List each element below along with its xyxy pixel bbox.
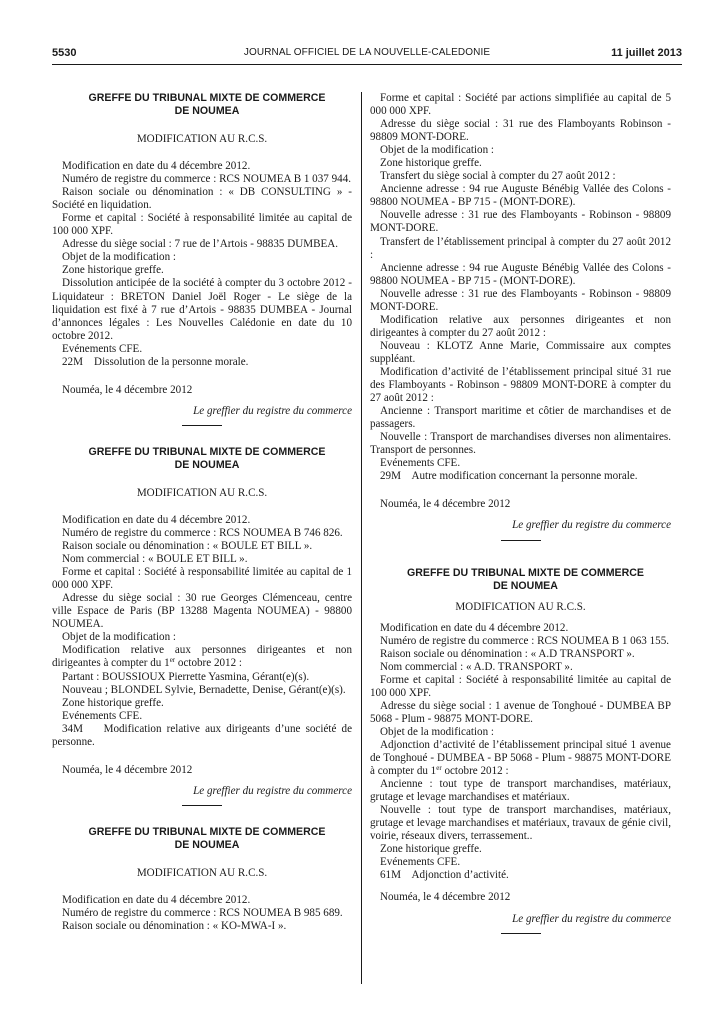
notice-line: Numéro de registre du commerce : RCS NOUMEA B 1 037 944. xyxy=(62,173,352,186)
notice-subtitle: MODIFICATION AU R.C.S. xyxy=(136,486,268,499)
notice-title-line2: DE NOUMEA xyxy=(174,105,240,117)
right-column xyxy=(370,92,671,934)
notice-ad-transport xyxy=(370,567,671,934)
notice-line: Zone historique greffe. xyxy=(380,843,482,856)
notice-line: Zone historique greffe. xyxy=(62,696,164,709)
notice-line: Objet de la modification : xyxy=(62,631,176,644)
notice-line: Zone historique greffe. xyxy=(62,264,164,277)
place-date: Nouméa, le 4 décembre 2012 xyxy=(380,891,511,904)
notice-line: Forme et capital : Société à responsabilité limitée au capital de 100 000 XPF. xyxy=(370,673,671,699)
notice-line: Raison sociale ou dénomination : « DB CONSULTING » - Société en liquidation. xyxy=(52,186,352,212)
notice-line: Adresse du siège social : 30 rue Georges Clémenceau, centre ville Espace de Paris (BP 13288 Magenta NOUMEA) - 98800 NOUMEA. xyxy=(52,592,352,631)
notice-line: Forme et capital : Société à responsabilité limitée au capital de 1 000 000 XPF. xyxy=(52,566,352,592)
notice-line: Nom commercial : « A.D. TRANSPORT ». xyxy=(380,660,573,673)
notice-line: Transfert de l’établissement principal à compter du 27 août 2012 : xyxy=(370,235,671,261)
page-header xyxy=(52,47,682,63)
notice-subtitle: MODIFICATION AU R.C.S. xyxy=(136,866,268,879)
notice-line: Numéro de registre du commerce : RCS NOUMEA B 1 063 155. xyxy=(380,634,670,647)
notice-line: Transfert du siège social à compter du 27 août 2012 : xyxy=(380,170,616,183)
notice-ko-mwa-i xyxy=(52,826,352,933)
notice-line: Zone historique greffe. xyxy=(380,157,482,170)
notice-line: Ancienne adresse : 94 rue Auguste Bénébig Vallée des Colons - 98800 NOUMEA - BP 715 - (MONT-DORE). xyxy=(370,261,671,287)
line-text: Adjonction d’activité de l’établissement principal situé 1 avenue de Tonghoué - DUMBEA - BP 5068 - Plum - 98875 MONT-DORE à compter du 1 xyxy=(370,738,671,778)
notice-line: Nouveau : KLOTZ Anne Marie, Commissaire aux comptes suppléant. xyxy=(370,339,671,365)
header-rule xyxy=(52,64,682,65)
notice-line xyxy=(52,644,352,670)
issue-date: 11 juillet 2013 xyxy=(611,47,682,59)
notice-line: Partant : BOUSSIOUX Pierrette Yasmina, Gérant(e)(s). xyxy=(62,670,310,683)
notice-line: Adresse du siège social : 31 rue des Flamboyants Robinson - 98809 MONT-DORE. xyxy=(370,118,671,144)
column-divider xyxy=(361,92,362,984)
notice-title: GREFFE DU TRIBUNAL MIXTE DE COMMERCE xyxy=(88,445,326,458)
place-date: Nouméa, le 4 décembre 2012 xyxy=(62,763,193,776)
notice-subtitle: MODIFICATION AU R.C.S. xyxy=(136,133,268,145)
notice-line: Evénements CFE. xyxy=(380,856,461,869)
signature: Le greffier du registre du commerce xyxy=(193,404,352,417)
notice-line: 61M Adjonction d’activité. xyxy=(380,869,509,882)
notice-line: Nouvelle : tout type de transport marchandises, matériaux, grutage et levage marchandises et matériaux, travaux de génie civil, voirie, réseaux divers, terrassement.. xyxy=(370,804,671,843)
notice-title: GREFFE DU TRIBUNAL MIXTE DE COMMERCE xyxy=(88,92,326,104)
notice-line: Evénements CFE. xyxy=(380,457,461,470)
notice-line: 34M Modification relative aux dirigeants d’une société de personne. xyxy=(52,722,355,748)
notice-boule-et-bill xyxy=(52,445,355,806)
notice-line: Nouvelle adresse : 31 rue des Flamboyants - Robinson - 98809 MONT-DORE. xyxy=(370,287,671,313)
notice-line: Objet de la modification : xyxy=(380,144,494,157)
notice-title: GREFFE DU TRIBUNAL MIXTE DE COMMERCE xyxy=(88,825,326,838)
notice-line: Raison sociale ou dénomination : « BOULE ET BILL ». xyxy=(62,540,313,553)
notice-line xyxy=(370,739,671,778)
notice-line: Modification en date du 4 décembre 2012. xyxy=(380,621,569,634)
notice-line: Adresse du siège social : 1 avenue de Tonghoué - DUMBEA BP 5068 - Plum - 98875 MONT-DORE. xyxy=(370,699,671,725)
signature: Le greffier du registre du commerce xyxy=(512,912,671,925)
signature: Le greffier du registre du commerce xyxy=(193,784,352,797)
notice-line: Ancienne : tout type de transport marchandises, matériaux, grutage et levage marchandises et matériaux. xyxy=(370,778,671,804)
notice-line: Adresse du siège social : 7 rue de l’Artois - 98835 DUMBEA. xyxy=(62,238,339,251)
notice-line: Dissolution anticipée de la société à compter du 3 octobre 2012 - Liquidateur : BRETON Daniel Joël Roger - Le siège de la liquidation est fixé à 7 rue d’Artois - 98835 DUMBEA - Journal d’annonces légales : Les Nouvelles Calédonie en date du 10 octobre 2012. xyxy=(52,277,352,342)
signature: Le greffier du registre du commerce xyxy=(512,519,671,532)
notice-title: GREFFE DU TRIBUNAL MIXTE DE COMMERCE xyxy=(407,566,644,579)
notice-line: Modification en date du 4 décembre 2012. xyxy=(62,513,251,526)
separator-rule xyxy=(501,933,541,934)
notice-line: Evénements CFE. xyxy=(62,342,143,355)
notice-line: Evénements CFE. xyxy=(62,709,143,722)
line-text: Modification relative aux personnes dirigeantes et non dirigeantes à compter du 1 xyxy=(52,644,352,670)
journal-title: JOURNAL OFFICIEL DE LA NOUVELLE-CALEDONIE xyxy=(243,47,491,58)
notice-db-consulting xyxy=(52,92,352,426)
notice-line: Modification relative aux personnes dirigeantes et non dirigeantes à compter du 27 août 2012 : xyxy=(370,313,671,339)
notice-ko-mwa-i-continued xyxy=(370,92,671,541)
notice-line: Forme et capital : Société à responsabilité limitée au capital de 100 000 XPF. xyxy=(52,212,352,238)
notice-line: 22M Dissolution de la personne morale. xyxy=(62,355,249,368)
place-date: Nouméa, le 4 décembre 2012 xyxy=(62,383,193,396)
notice-title-line2: DE NOUMEA xyxy=(493,579,558,592)
notice-line: Objet de la modification : xyxy=(62,251,176,264)
left-column xyxy=(52,92,355,933)
notice-line: Numéro de registre du commerce : RCS NOUMEA B 985 689. xyxy=(62,906,343,919)
page-number: 5530 xyxy=(52,47,77,59)
notice-line: Modification en date du 4 décembre 2012. xyxy=(62,160,251,173)
notice-line: 29M Autre modification concernant la personne morale. xyxy=(380,470,638,483)
notice-line: Numéro de registre du commerce : RCS NOUMEA B 746 826. xyxy=(62,526,343,539)
line-text: octobre 2012 : xyxy=(441,765,509,778)
notice-line: Raison sociale ou dénomination : « KO-MWA-I ». xyxy=(62,920,287,933)
line-text: octobre 2012 : xyxy=(175,657,242,670)
superscript: er xyxy=(436,764,442,773)
place-date: Nouméa, le 4 décembre 2012 xyxy=(380,498,511,511)
notice-line: Objet de la modification : xyxy=(380,725,494,738)
notice-line: Nouvelle : Transport de marchandises diverses non alimentaires. Transport de personnes. xyxy=(370,431,671,457)
notice-line: Ancienne adresse : 94 rue Auguste Bénébig Vallée des Colons - 98800 NOUMEA - BP 715 - (MONT-DORE). xyxy=(370,183,671,209)
notice-title-line2: DE NOUMEA xyxy=(174,458,240,471)
notice-title-line2: DE NOUMEA xyxy=(174,838,240,851)
superscript: er xyxy=(169,656,176,665)
notice-line: Nouvelle adresse : 31 rue des Flamboyants - Robinson - 98809 MONT-DORE. xyxy=(370,209,671,235)
notice-subtitle: MODIFICATION AU R.C.S. xyxy=(455,600,586,613)
notice-line: Nouveau ; BLONDEL Sylvie, Bernadette, Denise, Gérant(e)(s). xyxy=(62,683,346,696)
notice-line: Raison sociale ou dénomination : « A.D TRANSPORT ». xyxy=(380,647,635,660)
notice-line: Modification en date du 4 décembre 2012. xyxy=(62,893,251,906)
notice-line: Nom commercial : « BOULE ET BILL ». xyxy=(62,553,248,566)
notice-line: Ancienne : Transport maritime et côtier de marchandises et de passagers. xyxy=(370,405,671,431)
notice-line: Modification d’activité de l’établissement principal situé 31 rue des Flamboyants - Robinson - 98809 MONT-DORE à compter du 27 août 2012 : xyxy=(370,365,671,405)
notice-line: Forme et capital : Société par actions simplifiée au capital de 5 000 000 XPF. xyxy=(370,92,671,118)
